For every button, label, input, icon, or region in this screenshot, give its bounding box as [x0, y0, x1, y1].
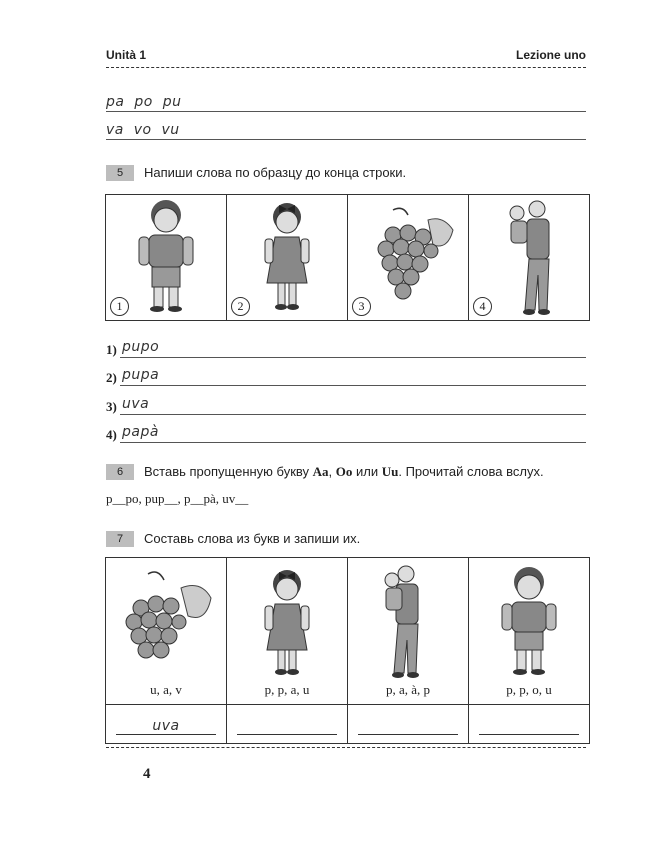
letters-caption: u, a, v — [150, 682, 182, 697]
answer-text: uva — [152, 718, 180, 734]
picture-number: 3 — [352, 297, 371, 316]
writing-line-3: 3) uva — [106, 395, 586, 417]
answer-cell[interactable] — [106, 705, 227, 744]
writing-line-2: 2) pupa — [106, 366, 586, 388]
picture-cell — [469, 195, 590, 321]
example-word: papà — [122, 424, 159, 440]
task-6-heading — [106, 464, 586, 484]
picture-cell — [348, 195, 469, 321]
fill-in-words: p__po, pup__, p__pà, uv__ — [106, 491, 249, 506]
task-5-picture-grid — [105, 194, 590, 321]
lesson-title: Lezione uno — [516, 48, 586, 62]
task-instruction: Составь слова из букв и запиши их. — [144, 531, 361, 546]
syllable-line-1 — [106, 94, 586, 114]
writing-line-1: 1) pupo — [106, 338, 586, 360]
syllable-text: va vo vu — [106, 122, 186, 138]
syllable-line-2 — [106, 122, 586, 142]
answer-line — [479, 734, 579, 735]
answer-line — [237, 734, 337, 735]
boy-icon — [469, 558, 589, 683]
task-7-heading — [106, 531, 586, 551]
picture-number: 1 — [110, 297, 129, 316]
page-number: 4 — [143, 766, 151, 782]
task-7-word-grid — [105, 557, 590, 744]
picture-number: 2 — [231, 297, 250, 316]
footer-divider — [106, 747, 586, 748]
example-word: pupa — [122, 367, 160, 383]
picture-cell — [227, 195, 348, 321]
letters-cell — [469, 558, 590, 705]
task-5-heading — [106, 165, 586, 185]
writing-line-4: 4) papà — [106, 423, 586, 445]
letters-caption: p, a, à, p — [385, 682, 431, 697]
grapes-icon — [106, 558, 226, 683]
picture-cell — [106, 195, 227, 321]
letters-caption: p, p, o, u — [506, 682, 552, 697]
task-number: 7 — [106, 531, 134, 547]
answer-line — [116, 734, 216, 735]
task-instruction: Вставь пропущенную букву Aa, Oo или Uu. Прочитай слова вслух. — [144, 464, 544, 479]
father-with-child-icon — [348, 558, 468, 683]
header-divider — [106, 67, 586, 68]
syllable-text: pa po pu — [106, 94, 187, 110]
example-word: uva — [122, 396, 150, 412]
letters-cell — [348, 558, 469, 705]
girl-icon — [227, 558, 347, 683]
letters-cell — [227, 558, 348, 705]
task-instruction: Напиши слова по образцу до конца строки. — [144, 165, 407, 180]
unit-title: Unità 1 — [106, 48, 147, 62]
example-word: pupo — [122, 339, 160, 355]
answer-cell[interactable] — [348, 705, 469, 744]
task-number: 6 — [106, 464, 134, 480]
answer-line — [358, 734, 458, 735]
answer-cell[interactable] — [469, 705, 590, 744]
answer-cell[interactable] — [227, 705, 348, 744]
task-number: 5 — [106, 165, 134, 181]
letters-caption: p, p, a, u — [264, 682, 310, 697]
picture-number: 4 — [473, 297, 492, 316]
letters-cell — [106, 558, 227, 705]
